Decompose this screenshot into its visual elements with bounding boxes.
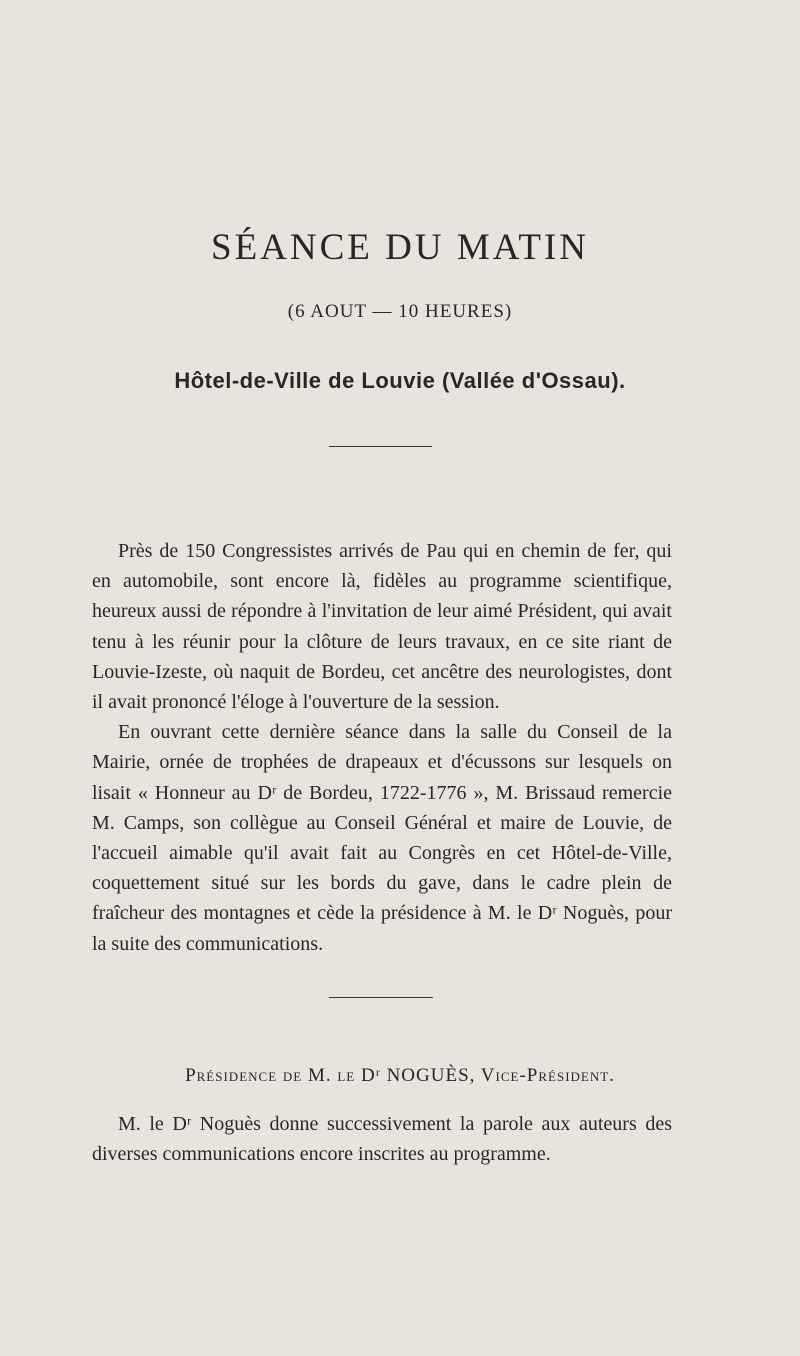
closing-text: [92, 1109, 672, 1169]
paragraph-arrival: Près de 150 Congressistes arrivés de Pau qui en chemin de fer, qui en automobile, sont encore là, fidèles au programme scientifique, heureux aussi de répondre à l'invitation de leur aimé Président, qui avait tenu à les réunir pour la clôture de leurs travaux, en ce site riant de Louvie-Izeste, où naquit de Bordeu, cet ancêtre des neurologistes, dont il avait prononcé l'éloge à l'ouverture de la session.: [92, 540, 672, 714]
section-divider: [329, 446, 432, 447]
section-divider: [329, 997, 433, 998]
session-date-time: (6 AOUT — 10 HEURES): [287, 301, 513, 322]
paragraph-opening: En ouvrant cette dernière séance dans la salle du Conseil de la Mairie, ornée de trophées de drapeaux et d'écussons sur lesquels on lisait « Honneur au Dʳ de Bordeu, 1722-1776 », M. Brissaud remercie M. Camps, son collègue au Conseil Général et maire de Louvie, de l'accueil aimable qu'il avait fait au Congrès en cet Hôtel-de-Ville, coquettement situé sur les bords du gave, dans le cadre plein de fraîcheur des montagnes et cède la présidence à M. le Dʳ Noguès, pour la suite des communications.: [92, 721, 672, 955]
page-title: SÉANCE DU MATIN: [211, 227, 589, 268]
intro-text: [92, 536, 672, 959]
presidency-heading: Présidence de M. le Dʳ NOGUÈS, Vice-Président.: [185, 1065, 615, 1086]
paragraph-closing: M. le Dʳ Noguès donne successivement la parole aux auteurs des diverses communications encore inscrites au programme.: [92, 1113, 672, 1166]
session-location: Hôtel-de-Ville de Louvie (Vallée d'Ossau).: [174, 368, 626, 393]
